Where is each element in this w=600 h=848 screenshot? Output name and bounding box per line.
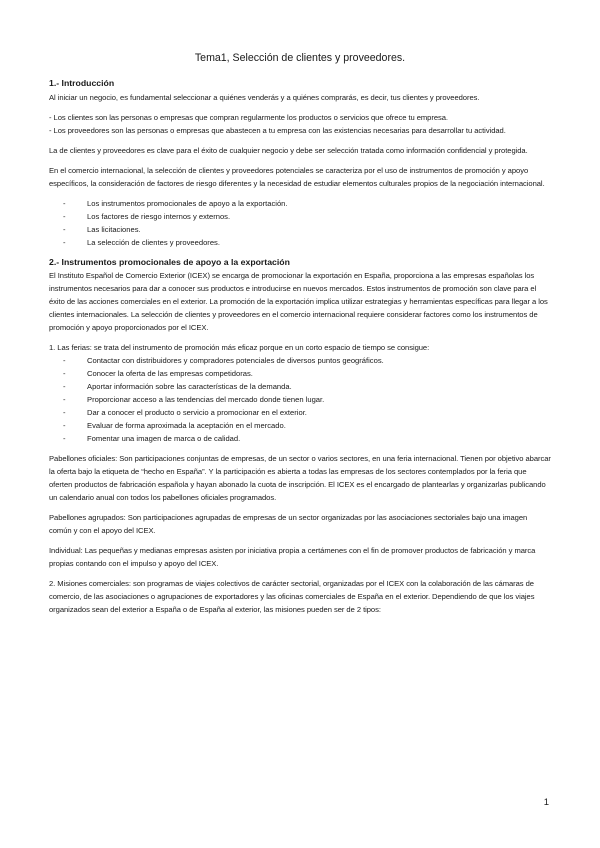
list-item: - Los instrumentos promocionales de apoyo a la exportación. (49, 197, 551, 210)
topics-list (49, 197, 551, 249)
page-number: 1 (543, 797, 549, 808)
pabellones-oficiales-paragraph: Pabellones oficiales: Son participaciones conjuntas de empresas, de un sector o varios sectores, en una feria internacional. Tienen por objetivo abarcar la oferta bajo la etiqueta de “hecho en España”. Y la participación es abierta a todas las empresas de los sectores contemplados por la feria que oferten productos de fabricación española y hayan abonado la cuota de inscripción. El ICEX es el encargado de plantearlas y organizarlas publicando un calendario anual con todos los pabellones oficiales programados. (49, 454, 551, 502)
list-item: - Dar a conocer el producto o servicio a promocionar en el exterior. (49, 406, 551, 419)
list-item: - Evaluar de forma aproximada la aceptación en el mercado. (49, 419, 551, 432)
section-1-heading: 1.- Introducción (49, 78, 115, 88)
section-2-heading: 2.- Instrumentos promocionales de apoyo a la exportación (49, 256, 290, 267)
list-item: - Los factores de riesgo internos y externos. (49, 210, 551, 223)
confidentiality-paragraph: La de clientes y proveedores es clave para el éxito de cualquier negocio y debe ser selección tratada como información confidencial y protegida. (49, 145, 528, 155)
ferias-intro: 1. Las ferias: se trata del instrumento de promoción más eficaz porque en un corto espacio de tiempo se consigue: (49, 343, 430, 352)
individual-paragraph: Individual: Las pequeñas y medianas empresas asisten por iniciativa propia a certámenes con el fin de promover productos de fabricación y marca propias contando con el impulso y apoyo del ICEX. (49, 546, 536, 568)
pabellones-agrupados-paragraph: Pabellones agrupados: Son participaciones agrupadas de empresas de un sector organizadas por las asociaciones sectoriales bajo una imagen común y con el apoyo del ICEX. (49, 513, 528, 535)
list-item: - Contactar con distribuidores y compradores potenciales de diversos puntos geográficos. (49, 354, 551, 367)
list-item: - Fomentar una imagen de marca o de calidad. (49, 432, 551, 445)
document-title: Tema1, Selección de clientes y proveedores. (194, 52, 406, 64)
intro-paragraph: Al iniciar un negocio, es fundamental seleccionar a quiénes venderás y a quiénes comprarás, es decir, tus clientes y proveedores. (49, 92, 480, 102)
page-content (49, 52, 551, 623)
ferias-list (49, 354, 551, 445)
misiones-paragraph: 2. Misiones comerciales: son programas de viajes colectivos de carácter sectorial, organizadas por el ICEX con la colaboración de las cámaras de comercio, de las asociaciones o agrupaciones de exportadores y las oficinas comerciales de España en el exterior. Dependiendo de que los viajes organizados sean del exterior a España o de España al exterior, las misiones pueden ser de 2 tipos: (49, 579, 535, 614)
icex-paragraph: El Instituto Español de Comercio Exterior (ICEX) se encarga de promocionar la exportación en España, proporciona a las empresas españolas los instrumentos necesarios para dar a conocer sus productos e introducirse en nuevos mercados. Estos instrumentos de promoción son clave para el éxito de las acciones comerciales en el exterior. La promoción de la exportación implica utilizar estrategias y herramientas específicas para llegar a los clientes internacionales. La selección de clientes y proveedores en el comercio internacional requiere considerar factores como los instrumentos de promoción y apoyo proporcionados por el ICEX. (49, 271, 548, 332)
suppliers-definition: - Los proveedores son las personas o empresas que abastecen a tu empresa con las existencias necesarias para desarrollar tu actividad. (49, 125, 506, 135)
clients-definition: - Los clientes son las personas o empresas que compran regularmente los productos o servicios que ofrece tu empresa. (49, 112, 448, 122)
international-paragraph: En el comercio internacional, la selección de clientes y proveedores potenciales se caracteriza por el uso de instrumentos de promoción y apoyo específicos, la consideración de factores de riesgo diferentes y la necesidad de estudiar elementos culturales propios de la negociación internacional. (49, 165, 545, 188)
list-item: - Proporcionar acceso a las tendencias del mercado donde tienen lugar. (49, 393, 551, 406)
list-item: - La selección de clientes y proveedores. (49, 236, 551, 249)
list-item: - Conocer la oferta de las empresas competidoras. (49, 367, 551, 380)
list-item: - Aportar información sobre las características de la demanda. (49, 380, 551, 393)
list-item: - Las licitaciones. (49, 223, 551, 236)
